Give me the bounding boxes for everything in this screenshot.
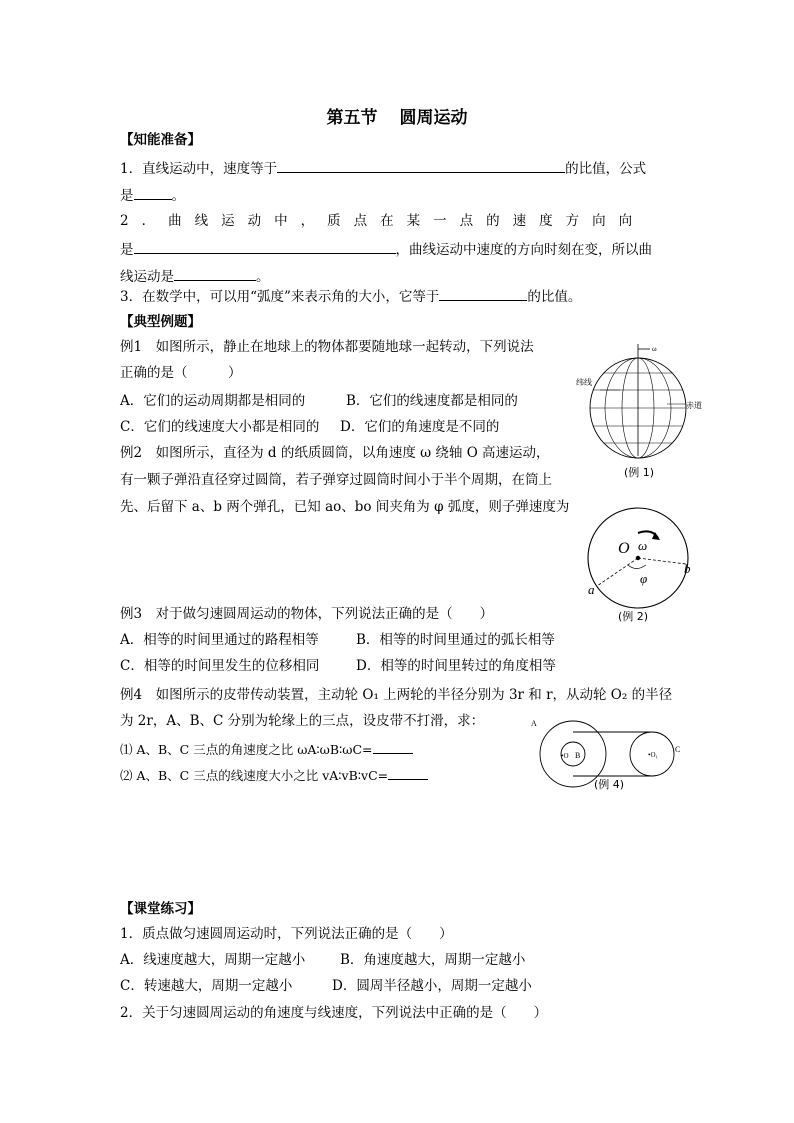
point-b-label: B <box>575 751 581 760</box>
figure-2-caption: (例 2) <box>618 610 649 623</box>
point-c-label: C <box>675 745 681 754</box>
section-header-examples: 【典型例题】 <box>120 314 201 330</box>
center-o-label: O <box>618 540 630 557</box>
question-2-line-2: 是 ，曲线运动中速度的方向时刻在变，所以曲 <box>120 239 652 259</box>
practice-1-stem: 1．质点做匀速圆周运动时，下列说法正确的是（ ） <box>120 926 453 942</box>
example-2-line-3: 先、后留下 a、b 两个弹孔，已知 ao、bo 间夹角为 φ 弧度，则子弹速度为 <box>120 499 570 515</box>
question-2-line-3: 线运动是 。 <box>120 266 270 286</box>
question-1-line-1: 1．直线运动中，速度等于 的比值，公式 <box>120 158 646 178</box>
point-a-label: A <box>531 719 537 728</box>
practice-1-option-c: C．转速越大，周期一定越小 <box>120 978 293 994</box>
figure-belt-drive <box>528 712 698 797</box>
section-header-prep: 【知能准备】 <box>120 132 201 148</box>
question-1-line-2: 是 。 <box>120 185 185 205</box>
figure-4-caption: (例 4) <box>594 778 625 791</box>
practice-2-stem: 2．关于匀速圆周运动的角速度与线速度，下列说法中正确的是（ ） <box>120 1005 548 1021</box>
practice-1-option-d: D．圆周半径越小，周期一定越小 <box>332 978 532 994</box>
equator-label: 赤道 <box>686 401 702 410</box>
figure-globe <box>560 340 700 485</box>
point-b-label: b <box>684 561 691 576</box>
example-4-line-1: 例4 如图所示的皮带传动装置，主动轮 O₁ 上两轮的半径分别为 3r 和 r，从动轮 O₂ 的半径 <box>120 687 673 703</box>
page-title: 第五节 圆周运动 <box>326 108 468 128</box>
example-3-option-b: B．相等的时间里通过的弧长相等 <box>356 632 555 648</box>
latitude-label: 纬线 <box>576 378 592 387</box>
example-2-line-1: 例2 如图所示，直径为 d 的纸质圆筒，以角速度 ω 绕轴 O 高速运动， <box>120 445 550 461</box>
blank <box>134 185 172 200</box>
axis-omega-label: ω <box>652 345 657 353</box>
question-2-line-1: 2．曲线运动中，质点在某一点的速度方向向 <box>120 213 646 229</box>
blank <box>373 739 413 754</box>
practice-1-option-b: B．角速度越大，周期一定越小 <box>340 952 526 968</box>
example-1-option-c: C．它们的线速度大小都是相同的 <box>120 419 320 435</box>
example-4-question-2: ⑵ A、B、C 三点的线速度大小之比 vA∶vB∶vC= <box>120 765 428 785</box>
o1-label: •O₁ <box>648 751 658 759</box>
example-3-option-c: C．相等的时间里发生的位移相同 <box>120 658 320 674</box>
practice-1-option-a: A．线速度越大，周期一定越小 <box>120 952 306 968</box>
example-3-option-a: A．相等的时间里通过的路程相等 <box>120 632 319 648</box>
point-a-label: a <box>588 582 595 597</box>
blank <box>388 765 428 780</box>
example-1-option-d: D．它们的角速度是不同的 <box>340 419 500 435</box>
example-1-stem-2: 正确的是（ ） <box>120 365 242 381</box>
phi-label: φ <box>640 571 648 586</box>
example-4-line-2: 为 2r，A、B、C 分别为轮缘上的三点，设皮带不打滑，求： <box>120 713 485 729</box>
figure-1-caption: (例 1) <box>624 466 655 479</box>
example-1-option-a: A．它们的运动周期都是相同的 <box>120 393 306 409</box>
example-1-option-b: B．它们的线速度都是相同的 <box>346 393 518 409</box>
section-header-practice: 【课堂练习】 <box>120 901 201 917</box>
omega-label: ω <box>638 538 648 553</box>
blank <box>277 158 565 173</box>
o-label: •O <box>561 752 569 760</box>
example-3-option-d: D．相等的时间里转过的角度相等 <box>356 658 556 674</box>
question-3: 3．在数学中，可以用“弧度”来表示角的大小，它等于 的比值。 <box>120 286 581 306</box>
blank <box>174 266 256 281</box>
example-2-line-2: 有一颗子弹沿直径穿过圆筒，若子弹穿过圆筒时间小于半个周期，在筒上 <box>120 472 552 488</box>
blank <box>439 286 527 301</box>
example-4-question-1: ⑴ A、B、C 三点的角速度之比 ωA∶ωB∶ωC= <box>120 739 413 759</box>
example-1-stem: 例1 如图所示，静止在地球上的物体都要随地球一起转动，下列说法 <box>120 339 534 355</box>
example-3-stem: 例3 对于做匀速圆周运动的物体，下列说法正确的是（ ） <box>120 606 494 622</box>
blank <box>134 239 396 254</box>
figure-cylinder <box>578 510 708 625</box>
